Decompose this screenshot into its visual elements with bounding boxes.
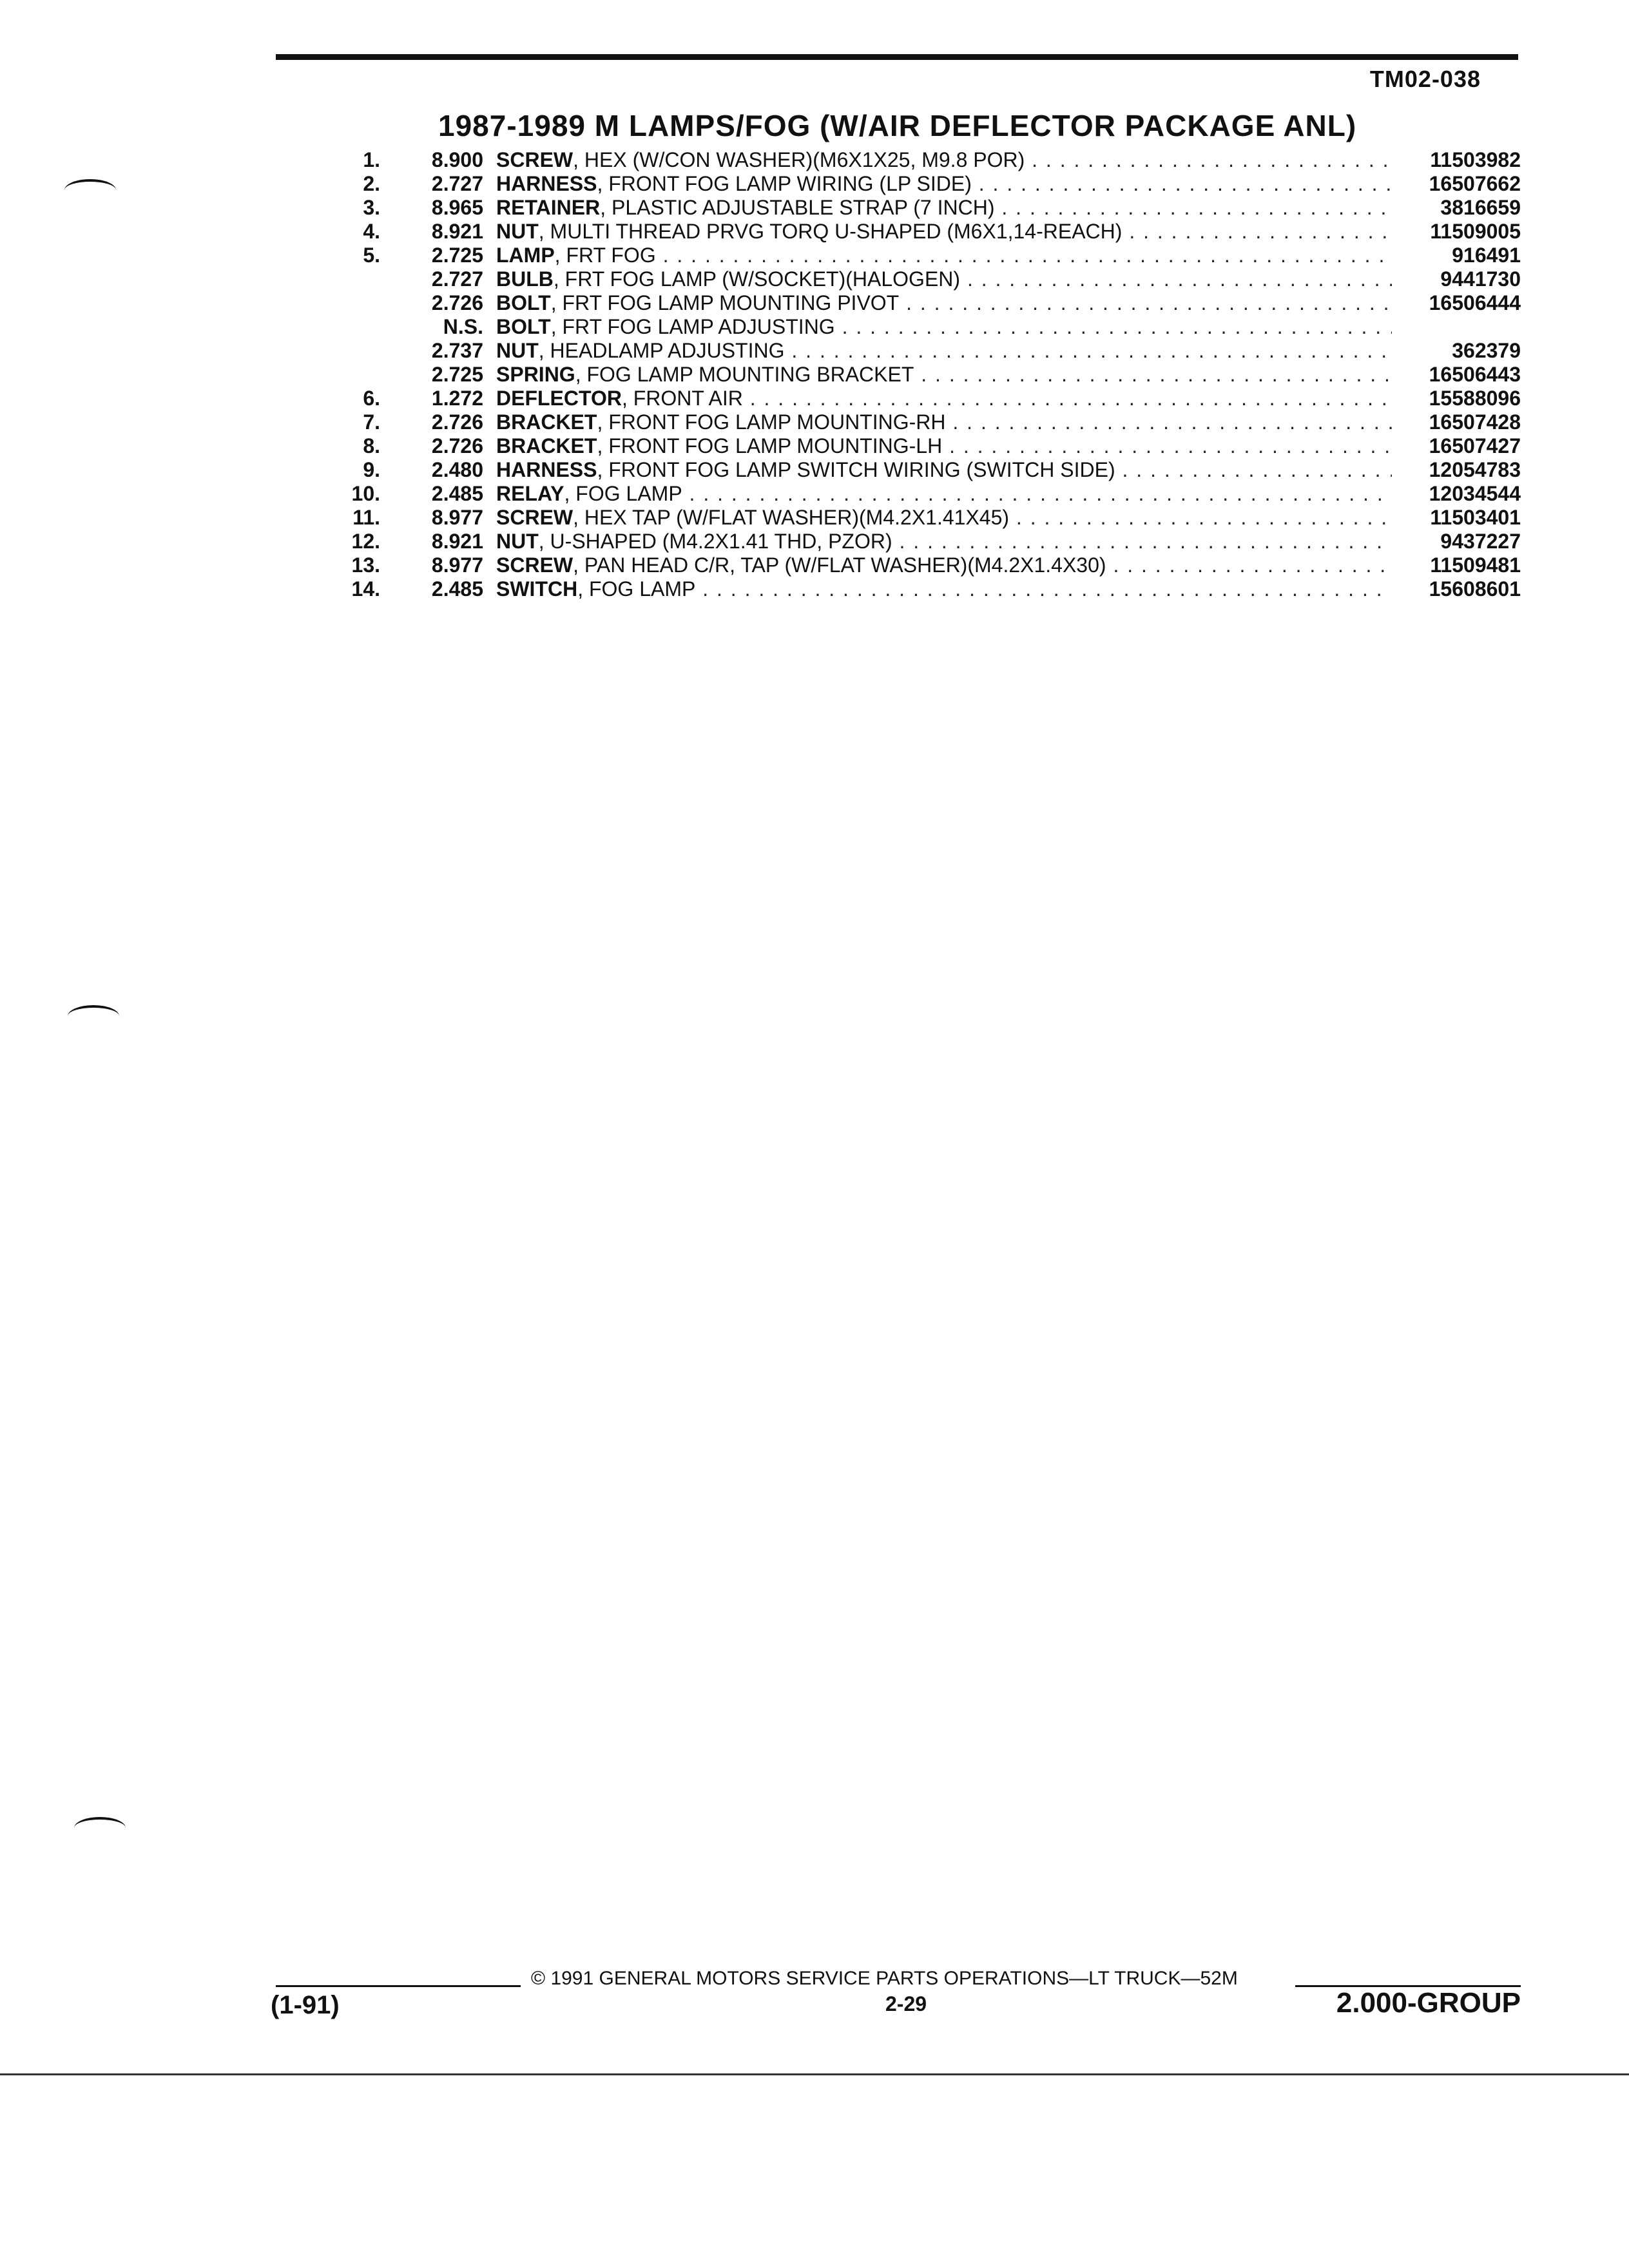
item-number: 13.	[351, 553, 380, 577]
part-name: NUT	[496, 220, 539, 243]
part-detail: , MULTI THREAD PRVG TORQ U-SHAPED (M6X1,14-REACH)	[538, 220, 1123, 243]
part-number: 16506443	[1392, 363, 1521, 387]
item-number: 2.	[363, 172, 380, 195]
part-detail: , FOG LAMP MOUNTING BRACKET	[575, 363, 914, 386]
part-description	[496, 387, 1392, 410]
part-name: NUT	[496, 530, 539, 553]
group-number: 8.921	[431, 220, 483, 243]
item-number: 5.	[363, 244, 380, 267]
group-number: 2.480	[431, 458, 483, 481]
part-description	[496, 220, 1392, 244]
page-number: 2-29	[885, 1992, 927, 2015]
parts-row	[335, 363, 1521, 387]
part-detail: , FRT FOG LAMP (W/SOCKET)(HALOGEN)	[553, 267, 961, 291]
item-number: 9.	[363, 458, 380, 481]
parts-row	[335, 339, 1521, 363]
part-description	[496, 267, 1392, 291]
item-number: 7.	[363, 410, 380, 434]
part-name: SPRING	[496, 363, 575, 386]
group-number: 2.485	[431, 577, 483, 601]
part-detail: , FRONT FOG LAMP SWITCH WIRING (SWITCH SIDE)	[597, 458, 1115, 481]
group-number: 2.485	[431, 482, 483, 505]
part-number: 16507662	[1392, 172, 1521, 196]
bottom-rule	[0, 2073, 1629, 2075]
punch-hole-mark	[64, 179, 116, 201]
item-number: 10.	[351, 482, 380, 505]
parts-row	[335, 387, 1521, 410]
item-number: 6.	[363, 387, 380, 410]
part-description	[496, 339, 1392, 363]
part-number: 11509005	[1392, 220, 1521, 244]
item-number: 4.	[363, 220, 380, 243]
part-name: SCREW	[496, 553, 574, 577]
part-number: 15588096	[1392, 387, 1521, 410]
item-number: 11.	[352, 506, 380, 529]
parts-row	[335, 506, 1521, 530]
group-number: N.S.	[443, 315, 483, 338]
group-number: 2.726	[431, 410, 483, 434]
part-name: HARNESS	[496, 458, 597, 481]
part-description	[496, 410, 1392, 434]
part-description	[496, 530, 1392, 553]
item-number: 3.	[363, 196, 380, 219]
section-title: 1987-1989 M LAMPS/FOG (W/AIR DEFLECTOR PACKAGE ANL)	[438, 109, 1357, 142]
footer-rule-left	[276, 1985, 521, 1987]
parts-row	[335, 482, 1521, 506]
group-number: 2.737	[431, 339, 483, 362]
part-name: SCREW	[496, 148, 574, 171]
part-number: 11503982	[1392, 148, 1521, 172]
part-description	[496, 577, 1392, 601]
part-detail: , PAN HEAD C/R, TAP (W/FLAT WASHER)(M4.2X1.4X30)	[573, 553, 1106, 577]
part-name: SCREW	[496, 506, 574, 529]
parts-row	[335, 553, 1521, 577]
parts-row	[335, 434, 1521, 458]
part-detail: , HEX TAP (W/FLAT WASHER)(M4.2X1.41X45)	[573, 506, 1010, 529]
group-number: 2.727	[431, 267, 483, 291]
group-number: 8.965	[431, 196, 483, 219]
part-detail: , HEADLAMP ADJUSTING	[538, 339, 785, 362]
parts-row	[335, 196, 1521, 220]
part-description	[496, 434, 1392, 458]
group-number: 2.725	[431, 244, 483, 267]
part-detail: , FRONT FOG LAMP MOUNTING-LH	[597, 434, 943, 457]
date-code: (1-91)	[271, 1991, 340, 2019]
parts-row	[335, 315, 1521, 339]
group-number: 2.727	[431, 172, 483, 195]
part-description	[496, 148, 1392, 172]
part-number: 11503401	[1392, 506, 1521, 530]
part-number: 9441730	[1392, 267, 1521, 291]
parts-row	[335, 244, 1521, 267]
part-detail: , FRONT FOG LAMP WIRING (LP SIDE)	[597, 172, 972, 195]
punch-hole-mark	[74, 1817, 126, 1839]
document-code: TM02-038	[1369, 66, 1481, 92]
part-description	[496, 196, 1392, 220]
parts-row	[335, 530, 1521, 553]
part-name: DEFLECTOR	[496, 387, 622, 410]
parts-row	[335, 267, 1521, 291]
part-name: NUT	[496, 339, 539, 362]
part-description	[496, 291, 1392, 315]
part-name: SWITCH	[496, 577, 578, 601]
group-number: 2.726	[431, 291, 483, 314]
part-description	[496, 482, 1392, 506]
part-name: RETAINER	[496, 196, 601, 219]
part-detail: , FRT FOG	[554, 244, 656, 267]
part-name: BRACKET	[496, 410, 597, 434]
part-detail: , FRT FOG LAMP ADJUSTING	[550, 315, 835, 338]
part-detail: , FOG LAMP	[577, 577, 696, 601]
group-number: 8.921	[431, 530, 483, 553]
part-number: 362379	[1392, 339, 1521, 363]
top-rule	[276, 54, 1518, 60]
part-description	[496, 244, 1392, 267]
group-number: 2.726	[431, 434, 483, 457]
part-name: BOLT	[496, 291, 551, 314]
part-description	[496, 315, 1392, 339]
parts-row	[335, 220, 1521, 244]
parts-row	[335, 577, 1521, 601]
copyright-line: © 1991 GENERAL MOTORS SERVICE PARTS OPERATIONS—LT TRUCK—52M	[531, 1968, 1238, 1989]
part-name: LAMP	[496, 244, 555, 267]
parts-row	[335, 291, 1521, 315]
part-number: 916491	[1392, 244, 1521, 267]
part-detail: , FOG LAMP	[564, 482, 682, 505]
part-description	[496, 458, 1392, 482]
part-number: 9437227	[1392, 530, 1521, 553]
part-description	[496, 506, 1392, 530]
part-number: 16507427	[1392, 434, 1521, 458]
group-number: 8.977	[431, 553, 483, 577]
item-number: 1.	[363, 148, 380, 171]
group-number: 8.977	[431, 506, 483, 529]
item-number: 12.	[351, 530, 380, 553]
part-detail: , FRT FOG LAMP MOUNTING PIVOT	[550, 291, 900, 314]
part-number: 15608601	[1392, 577, 1521, 601]
group-number: 1.272	[431, 387, 483, 410]
part-name: BRACKET	[496, 434, 597, 457]
item-number: 8.	[363, 434, 380, 457]
part-name: BULB	[496, 267, 554, 291]
part-description	[496, 363, 1392, 387]
part-number: 12054783	[1392, 458, 1521, 482]
parts-row	[335, 458, 1521, 482]
part-name: RELAY	[496, 482, 564, 505]
part-number: 3816659	[1392, 196, 1521, 220]
parts-row	[335, 148, 1521, 172]
part-detail: , PLASTIC ADJUSTABLE STRAP (7 INCH)	[600, 196, 995, 219]
group-label: 2.000-GROUP	[1336, 1987, 1521, 2019]
parts-row	[335, 172, 1521, 196]
part-detail: , FRONT FOG LAMP MOUNTING-RH	[597, 410, 946, 434]
part-name: BOLT	[496, 315, 551, 338]
part-detail: , FRONT AIR	[621, 387, 743, 410]
part-description	[496, 172, 1392, 196]
part-detail: , HEX (W/CON WASHER)(M6X1X25, M9.8 POR)	[573, 148, 1025, 171]
item-number: 14.	[351, 577, 380, 601]
part-number: 16507428	[1392, 410, 1521, 434]
part-detail: , U-SHAPED (M4.2X1.41 THD, PZOR)	[538, 530, 892, 553]
group-number: 2.725	[431, 363, 483, 386]
parts-list	[335, 148, 1521, 601]
part-description	[496, 553, 1392, 577]
part-name: HARNESS	[496, 172, 597, 195]
group-number: 8.900	[431, 148, 483, 171]
punch-hole-mark	[68, 1005, 119, 1027]
part-number: 11509481	[1392, 553, 1521, 577]
part-number: 12034544	[1392, 482, 1521, 506]
part-number: 16506444	[1392, 291, 1521, 315]
parts-row	[335, 410, 1521, 434]
